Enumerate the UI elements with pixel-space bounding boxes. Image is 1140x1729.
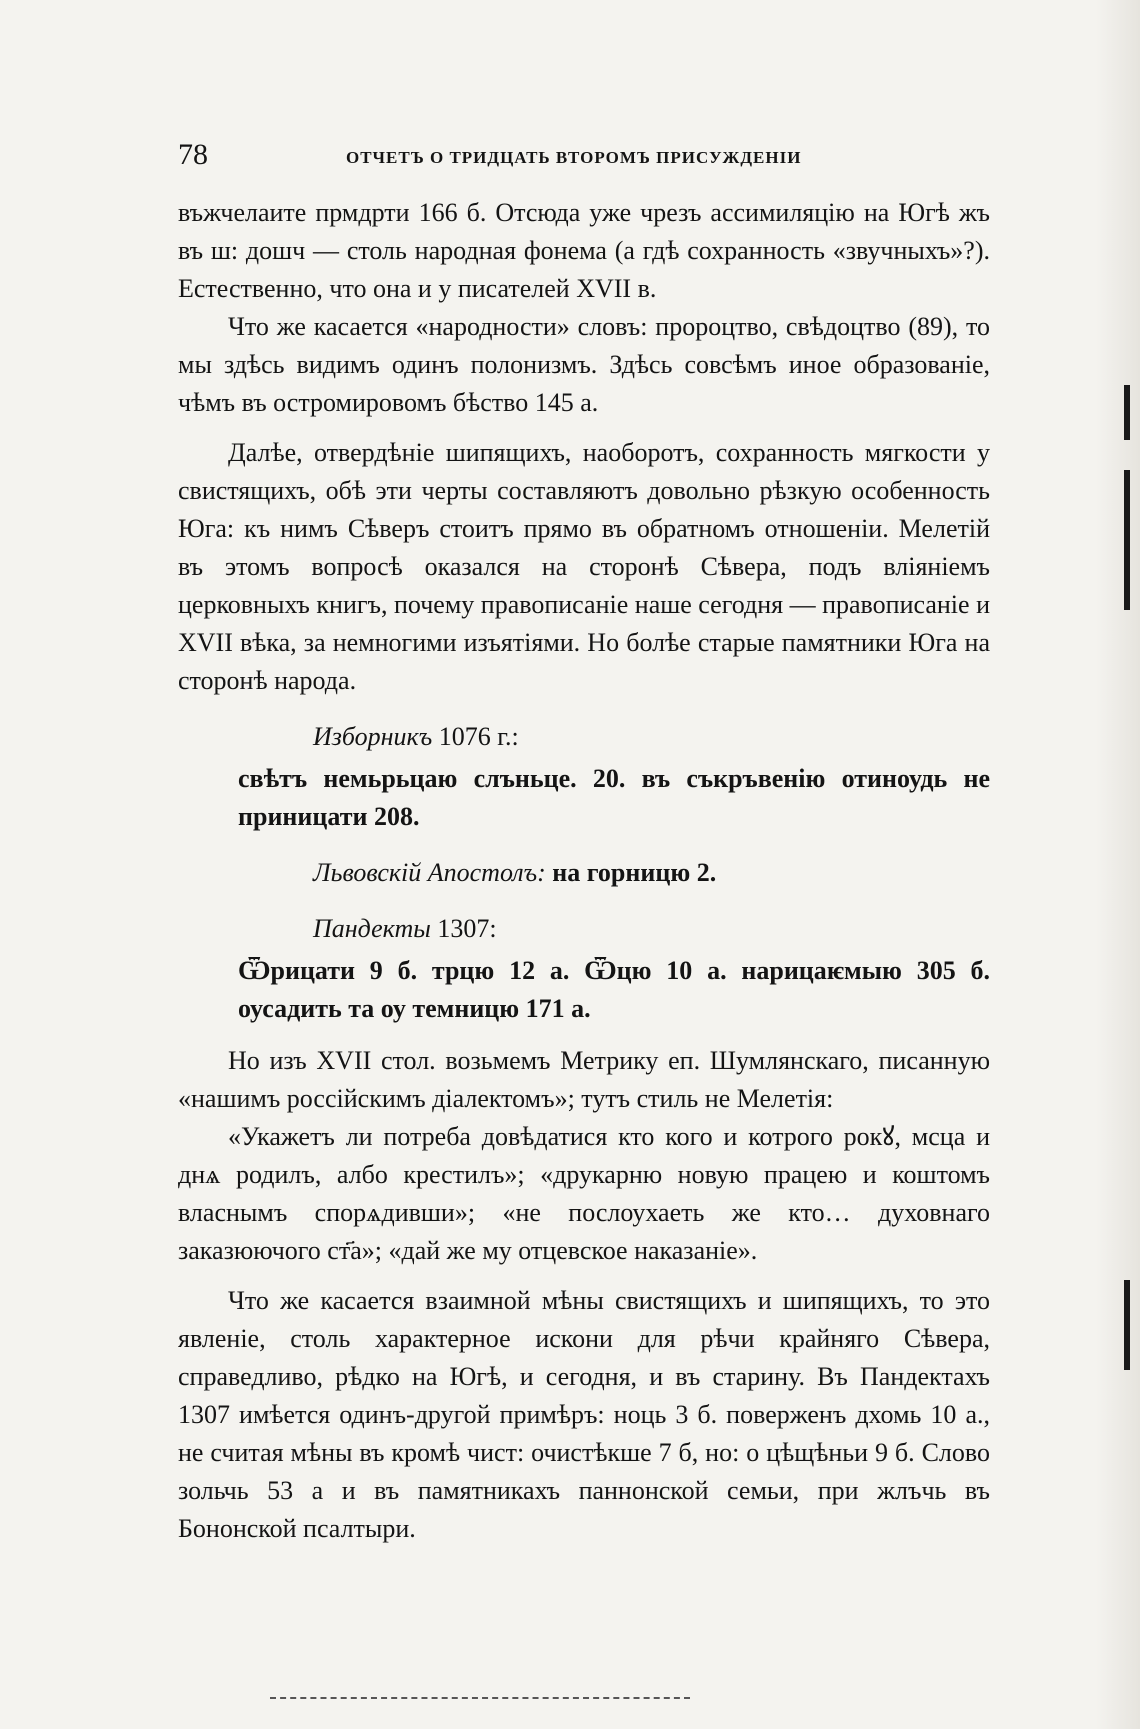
page-number: 78 bbox=[178, 138, 208, 171]
paragraph-3: Далѣе, отвердѣніе шипящихъ, наоборотъ, сохранность мягкости у свистящихъ, обѣ эти черты составляютъ довольно рѣзкую особенность Юга: къ нимъ Сѣверъ стоитъ прямо въ обратномъ отношеніи. Мелетій въ этомъ вопросѣ оказался на сторонѣ Сѣвера, подъ вліяніемъ церковныхъ книгъ, почему правописаніе наше сегодня — правописаніе и XVII вѣка, за немногими изъятіями. Но болѣе старые памятники Юга на сторонѣ народа. bbox=[178, 438, 990, 695]
paragraph-2: Что же касается «народности» словъ: пророцтво, свѣдоцтво (89), то мы здѣсь видимъ одинъ полонизмъ. Здѣсь совсѣмъ иное образованіе, чѣмъ въ остромировомъ бѣство 145 а. bbox=[178, 312, 990, 417]
paragraph-6: Что же касается взаимной мѣны свистящихъ и шипящихъ, то это явленіе, столь характерное искони для рѣчи крайняго Сѣвера, справедливо, рѣдко на Югѣ, и сегодня, и въ старину. Въ Пандектахъ 1307 имѣется одинъ-другой примѣръ: ноць 3 б. поверженъ дхомь 10 а., не считая мѣны въ кромѣ чист: очистѣкше 7 б, но: о цѣщѣньи 9 б. Слово зольчь 53 а и въ памятникахъ паннонской семьи, при жлъчь въ Бононской псалтыри. bbox=[178, 1286, 990, 1543]
lvov-quote: на горницю 2. bbox=[552, 858, 717, 887]
running-head bbox=[178, 138, 990, 180]
edge-mark bbox=[1124, 385, 1130, 440]
edge-mark bbox=[1124, 1280, 1130, 1370]
pandekty-title: Пандекты bbox=[313, 914, 431, 943]
pandekty-year: 1307: bbox=[437, 914, 497, 943]
paragraph-4: Но изъ XVII стол. возьмемъ Метрику еп. Шумлянскаго, писанную «нашимъ россійскимъ діалектомъ»; тутъ стиль не Мелетія: bbox=[178, 1046, 990, 1113]
izbornik-title: Изборникъ bbox=[313, 722, 433, 751]
lvov-heading bbox=[178, 854, 990, 892]
paragraph-1: въжчелаите прмдрти 166 б. Отсюда уже чрезъ ассимиляцію на Югѣ жъ въ ш: дошч — столь народная фонема (а гдѣ сохранность «звучныхъ»?). Естественно, что она и у писателей XVII в. bbox=[178, 198, 990, 303]
izbornik-quote bbox=[178, 760, 990, 836]
pandekty-quote bbox=[178, 952, 990, 1028]
lvov-title: Львовскій Апостолъ: bbox=[313, 858, 546, 887]
scan-edge bbox=[1096, 0, 1140, 1729]
izbornik-year: 1076 г.: bbox=[438, 722, 519, 751]
running-title: ОТЧЕТЪ О ТРИДЦАТЬ ВТОРОМЪ ПРИСУЖДЕНІИ bbox=[346, 148, 802, 167]
pandekty-quote-text: Ѿрицати 9 б. трцю 12 а. Ѿцю 10 а. нарицаѥмыю 305 б. оусадить та оу темницю 171 а. bbox=[238, 956, 990, 1023]
pandekty-heading bbox=[178, 910, 990, 948]
footer-rule bbox=[270, 1697, 690, 1699]
edge-mark bbox=[1124, 470, 1130, 610]
izbornik-heading bbox=[178, 718, 990, 756]
izbornik-quote-text: свѣтъ немьрьцаю слъньце. 20. въ съкръвенію отиноудь не приницати 208. bbox=[238, 764, 990, 831]
page bbox=[178, 138, 990, 1548]
paragraph-5-quote: «Укажетъ ли потреба довѣдатися кто кого и котрого рокꙋ, мсца и днѧ родилъ, албо крестилъ»; «друкарню новую працею и коштомъ власнымъ спорѧдивши»; «не послоухаеть же кто… духовнаго заказюючого ст҃а»; «дай же му отцевское наказаніе». bbox=[178, 1122, 990, 1265]
